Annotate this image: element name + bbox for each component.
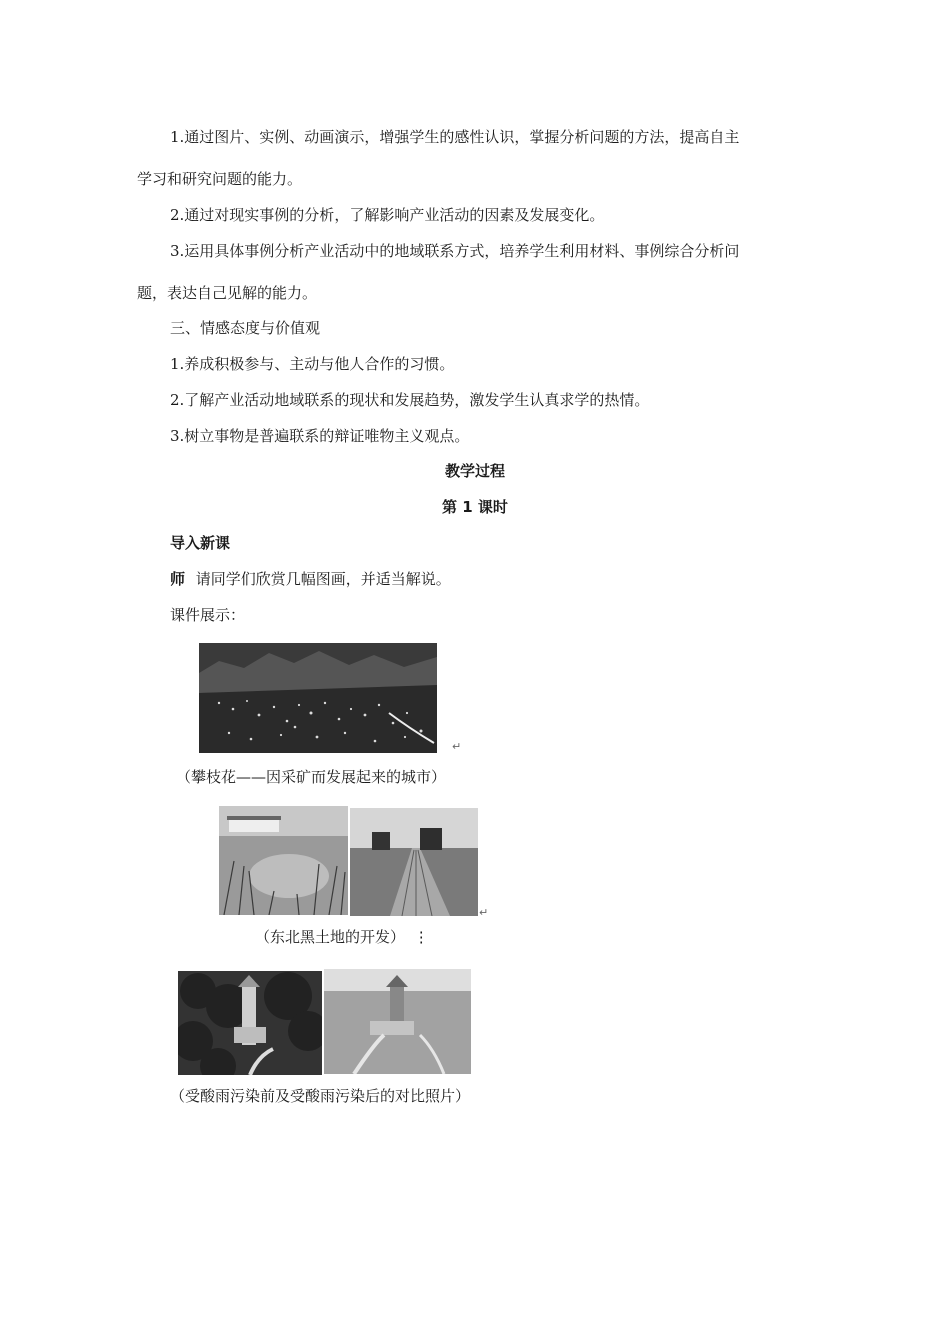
- photo-blacksoil-right: [350, 808, 478, 916]
- teacher-line: [170, 569, 451, 589]
- caption-blacksoil: [255, 927, 429, 947]
- objective-attitude-1: 1.养成积极参与、主动与他人合作的习惯。: [170, 355, 455, 373]
- caption-acidrain: （受酸雨污染前及受酸雨污染后的对比照片）: [170, 1087, 471, 1105]
- process-title: 教学过程: [444, 462, 505, 480]
- teacher-text: 请同学们欣赏几幅图画，并适当解说。: [195, 570, 451, 588]
- caption-blacksoil-suffix: ⋮: [413, 928, 429, 946]
- photo-panzhihua-night-city: [199, 643, 437, 753]
- objective-skill-1-line1: 1.通过图片、实例、动画演示，增强学生的感性认识，掌握分析问题的方法，提高自主: [170, 128, 740, 146]
- photo-acidrain-before: [178, 971, 322, 1075]
- objective-skill-3-line2: 题，表达自己见解的能力。: [137, 284, 318, 302]
- lesson-label: 第 1 课时: [442, 498, 508, 516]
- objective-skill-1-line2: 学习和研究问题的能力。: [137, 170, 303, 188]
- paragraph-mark: ↵: [479, 906, 489, 919]
- teacher-label: 师: [170, 570, 186, 588]
- paragraph-mark: ↵: [452, 740, 462, 753]
- objective-skill-2: 2.通过对现实事例的分析，了解影响产业活动的因素及发展变化。: [170, 206, 605, 224]
- intro-heading: 导入新课: [170, 534, 231, 552]
- photo-blacksoil-left: [219, 806, 348, 915]
- objective-attitude-3: 3.树立事物是普遍联系的辩证唯物主义观点。: [170, 427, 470, 445]
- section-heading-attitude: 三、情感态度与价值观: [170, 319, 321, 337]
- objective-skill-3-line1: 3.运用具体事例分析产业活动中的地域联系方式，培养学生利用材料、事例综合分析问: [170, 242, 740, 260]
- caption-panzhihua: （攀枝花——因采矿而发展起来的城市）: [176, 768, 447, 786]
- photo-acidrain-after: [324, 969, 471, 1074]
- courseware-label: 课件展示：: [170, 606, 246, 624]
- objective-attitude-2: 2.了解产业活动地域联系的现状和发展趋势，激发学生认真求学的热情。: [170, 391, 650, 409]
- caption-blacksoil-text: （东北黑土地的开发）: [255, 928, 406, 946]
